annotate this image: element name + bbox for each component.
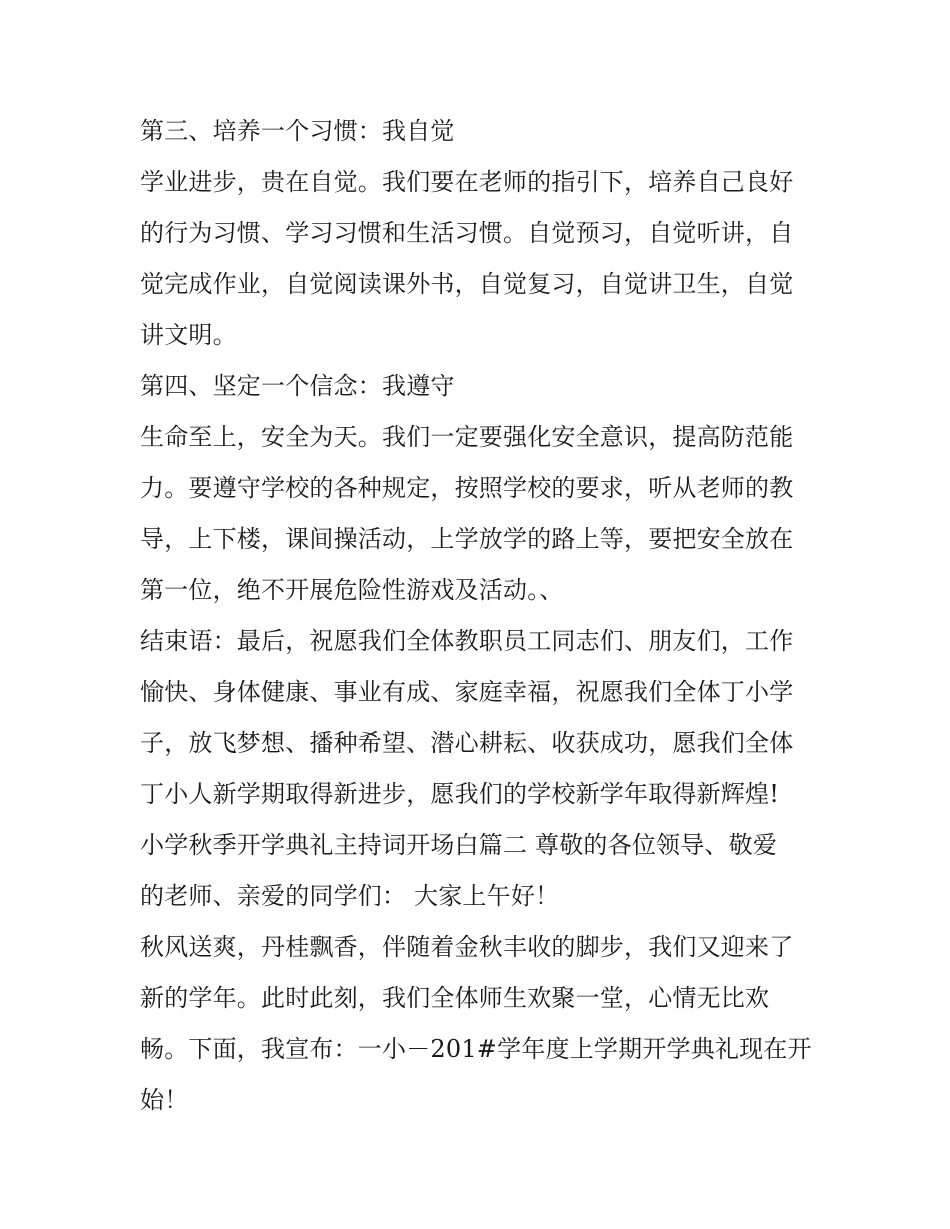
closing-paragraph-line: 愉快、身体健康、事业有成、家庭幸福，祝愿我们全体丁小学 <box>140 678 794 706</box>
closing-paragraph-line: 子，放飞梦想、播种希望、潜心耕耘、收获成功，愿我们全体 <box>140 729 794 757</box>
paragraph-line: 第一位，绝不开展危险性游戏及活动。、 <box>140 576 564 604</box>
opening-paragraph-line: 新的学年。此时此刻，我们全体师生欢聚一堂，心情无比欢 <box>140 984 770 1012</box>
section-heading-fourth: 第四、坚定一个信念：我遵守 <box>140 372 455 400</box>
paragraph-line: 力。要遵守学校的各种规定，按照学校的要求，听从老师的教 <box>140 474 794 502</box>
greeting-line: 的老师、亲爱的同学们： 大家上午好！ <box>140 882 560 910</box>
paragraph-line: 导，上下楼，课间操活动，上学放学的路上等，要把安全放在 <box>140 525 794 553</box>
paragraph-line: 的行为习惯、学习习惯和生活习惯。自觉预习，自觉听讲，自 <box>140 219 794 247</box>
section-heading-third: 第三、培养一个习惯：我自觉 <box>140 117 455 145</box>
document-body <box>140 106 820 1126</box>
opening-paragraph-line: 畅。下面，我宣布：一小－201#学年度上学期开学典礼现在开 <box>140 1035 812 1063</box>
paragraph-line: 学业进步，贵在自觉。我们要在老师的指引下，培养自己良好 <box>140 168 794 196</box>
opening-paragraph-line: 始！ <box>140 1086 189 1114</box>
paragraph-line: 生命至上，安全为天。我们一定要强化安全意识，提高防范能 <box>140 423 794 451</box>
second-speech-title-line: 小学秋季开学典礼主持词开场白篇二 尊敬的各位领导、敬爱 <box>140 831 778 859</box>
closing-paragraph-line: 丁小人新学期取得新进步，愿我们的学校新学年取得新辉煌! <box>140 780 780 808</box>
closing-paragraph-line: 结束语：最后，祝愿我们全体教职员工同志们、朋友们，工作 <box>140 627 794 655</box>
paragraph-line: 觉完成作业，自觉阅读课外书，自觉复习，自觉讲卫生，自觉 <box>140 270 794 298</box>
paragraph-line: 讲文明。 <box>140 321 237 349</box>
opening-paragraph-line: 秋风送爽，丹桂飘香，伴随着金秋丰收的脚步，我们又迎来了 <box>140 933 794 961</box>
